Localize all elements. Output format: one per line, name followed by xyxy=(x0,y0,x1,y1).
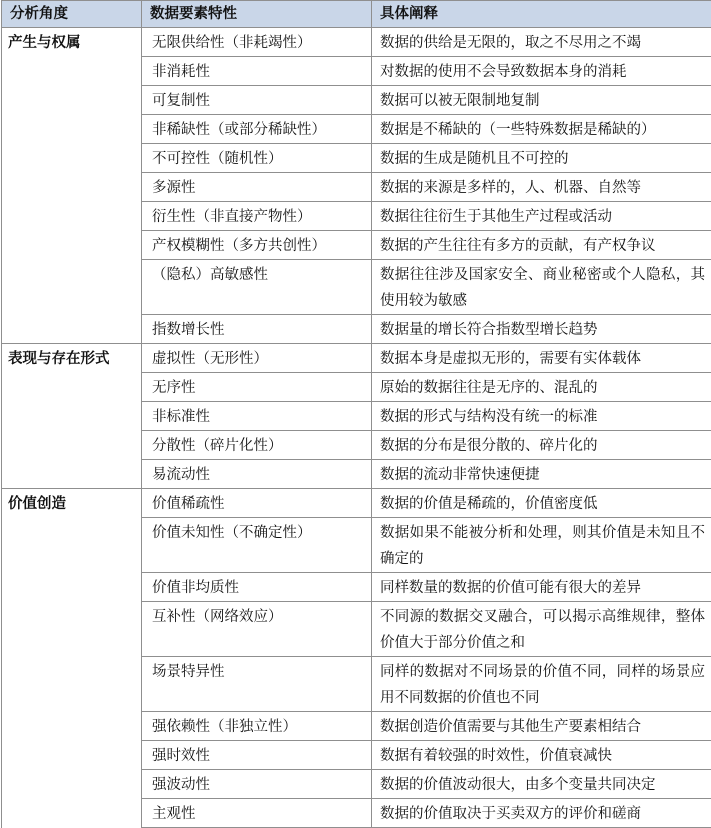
feature-cell: 非标准性 xyxy=(142,402,372,431)
table-row xyxy=(2,712,711,741)
detail-cell: 数据的供给是无限的，取之不尽用之不竭 xyxy=(372,28,711,57)
table-row xyxy=(2,657,711,712)
category-cell-empty xyxy=(2,402,142,431)
table-row xyxy=(2,202,711,231)
feature-cell: 非消耗性 xyxy=(142,57,372,86)
category-cell-empty xyxy=(2,144,142,173)
category-cell-empty xyxy=(2,741,142,770)
detail-cell: 数据有着较强的时效性，价值衰减快 xyxy=(372,741,711,770)
feature-cell: 价值非均质性 xyxy=(142,573,372,602)
detail-cell: 数据创造价值需要与其他生产要素相结合 xyxy=(372,712,711,741)
feature-cell: 虚拟性（无形性） xyxy=(142,344,372,373)
table-row xyxy=(2,86,711,115)
feature-cell: 强时效性 xyxy=(142,741,372,770)
category-cell: 价值创造 xyxy=(2,489,142,518)
detail-cell: 数据的价值取决于买卖双方的评价和磋商 xyxy=(372,799,711,828)
detail-cell: 同样的数据对不同场景的价值不同，同样的场景应用不同数据的价值也不同 xyxy=(372,657,711,712)
category-cell-empty xyxy=(2,260,142,315)
detail-cell: 数据的价值波动很大，由多个变量共同决定 xyxy=(372,770,711,799)
category-cell-empty xyxy=(2,373,142,402)
detail-cell: 数据的分布是很分散的、碎片化的 xyxy=(372,431,711,460)
detail-cell: 不同源的数据交叉融合，可以揭示高维规律，整体价值大于部分价值之和 xyxy=(372,602,711,657)
table-row xyxy=(2,57,711,86)
category-cell-empty xyxy=(2,431,142,460)
detail-cell: 数据的形式与结构没有统一的标准 xyxy=(372,402,711,431)
feature-cell: 价值未知性（不确定性） xyxy=(142,518,372,573)
table-row xyxy=(2,770,711,799)
category-cell-empty xyxy=(2,460,142,489)
feature-cell: 场景特异性 xyxy=(142,657,372,712)
table-row xyxy=(2,260,711,315)
table-row xyxy=(2,173,711,202)
feature-cell: 非稀缺性（或部分稀缺性） xyxy=(142,115,372,144)
table-row xyxy=(2,741,711,770)
feature-cell: 产权模糊性（多方共创性） xyxy=(142,231,372,260)
table-row xyxy=(2,518,711,573)
feature-cell: 无限供给性（非耗竭性） xyxy=(142,28,372,57)
feature-cell: 不可控性（随机性） xyxy=(142,144,372,173)
category-cell-empty xyxy=(2,602,142,657)
feature-cell: 易流动性 xyxy=(142,460,372,489)
data-characteristics-table xyxy=(1,0,711,828)
detail-cell: 数据可以被无限制地复制 xyxy=(372,86,711,115)
category-cell-empty xyxy=(2,657,142,712)
category-cell-empty xyxy=(2,799,142,828)
detail-cell: 数据的流动非常快速便捷 xyxy=(372,460,711,489)
table-row xyxy=(2,489,711,518)
detail-cell: 数据往往涉及国家安全、商业秘密或个人隐私，其使用较为敏感 xyxy=(372,260,711,315)
detail-cell: 数据的价值是稀疏的，价值密度低 xyxy=(372,489,711,518)
table-row xyxy=(2,115,711,144)
detail-cell: 数据的生成是随机且不可控的 xyxy=(372,144,711,173)
table-row xyxy=(2,231,711,260)
table-body xyxy=(2,28,711,828)
detail-cell: 同样数量的数据的价值可能有很大的差异 xyxy=(372,573,711,602)
table-row xyxy=(2,799,711,828)
table-row xyxy=(2,460,711,489)
table-row xyxy=(2,28,711,57)
header-data-feature: 数据要素特性 xyxy=(142,1,372,28)
header-row xyxy=(2,1,711,28)
category-cell-empty xyxy=(2,573,142,602)
detail-cell: 数据的产生往往有多方的贡献，有产权争议 xyxy=(372,231,711,260)
detail-cell: 数据如果不能被分析和处理，则其价值是未知且不确定的 xyxy=(372,518,711,573)
feature-cell: 主观性 xyxy=(142,799,372,828)
category-cell-empty xyxy=(2,518,142,573)
feature-cell: 价值稀疏性 xyxy=(142,489,372,518)
feature-cell: 互补性（网络效应） xyxy=(142,602,372,657)
detail-cell: 原始的数据往往是无序的、混乱的 xyxy=(372,373,711,402)
header-analysis-angle: 分析角度 xyxy=(2,1,142,28)
category-cell-empty xyxy=(2,202,142,231)
table-row xyxy=(2,402,711,431)
category-cell: 表现与存在形式 xyxy=(2,344,142,373)
feature-cell: 强依赖性（非独立性） xyxy=(142,712,372,741)
table-row xyxy=(2,344,711,373)
table-row xyxy=(2,373,711,402)
category-cell-empty xyxy=(2,115,142,144)
feature-cell: （隐私）高敏感性 xyxy=(142,260,372,315)
category-cell-empty xyxy=(2,231,142,260)
category-cell-empty xyxy=(2,173,142,202)
feature-cell: 强波动性 xyxy=(142,770,372,799)
table-row xyxy=(2,431,711,460)
feature-cell: 多源性 xyxy=(142,173,372,202)
feature-cell: 分散性（碎片化性） xyxy=(142,431,372,460)
detail-cell: 对数据的使用不会导致数据本身的消耗 xyxy=(372,57,711,86)
table-row xyxy=(2,144,711,173)
header-detail: 具体阐释 xyxy=(372,1,711,28)
feature-cell: 衍生性（非直接产物性） xyxy=(142,202,372,231)
category-cell-empty xyxy=(2,315,142,344)
category-cell-empty xyxy=(2,770,142,799)
category-cell-empty xyxy=(2,86,142,115)
feature-cell: 无序性 xyxy=(142,373,372,402)
category-cell-empty xyxy=(2,712,142,741)
table-row xyxy=(2,602,711,657)
detail-cell: 数据量的增长符合指数型增长趋势 xyxy=(372,315,711,344)
feature-cell: 可复制性 xyxy=(142,86,372,115)
detail-cell: 数据是不稀缺的（一些特殊数据是稀缺的） xyxy=(372,115,711,144)
table-row xyxy=(2,573,711,602)
detail-cell: 数据的来源是多样的，人、机器、自然等 xyxy=(372,173,711,202)
category-cell: 产生与权属 xyxy=(2,28,142,57)
detail-cell: 数据往往衍生于其他生产过程或活动 xyxy=(372,202,711,231)
feature-cell: 指数增长性 xyxy=(142,315,372,344)
detail-cell: 数据本身是虚拟无形的，需要有实体载体 xyxy=(372,344,711,373)
table-row xyxy=(2,315,711,344)
category-cell-empty xyxy=(2,57,142,86)
